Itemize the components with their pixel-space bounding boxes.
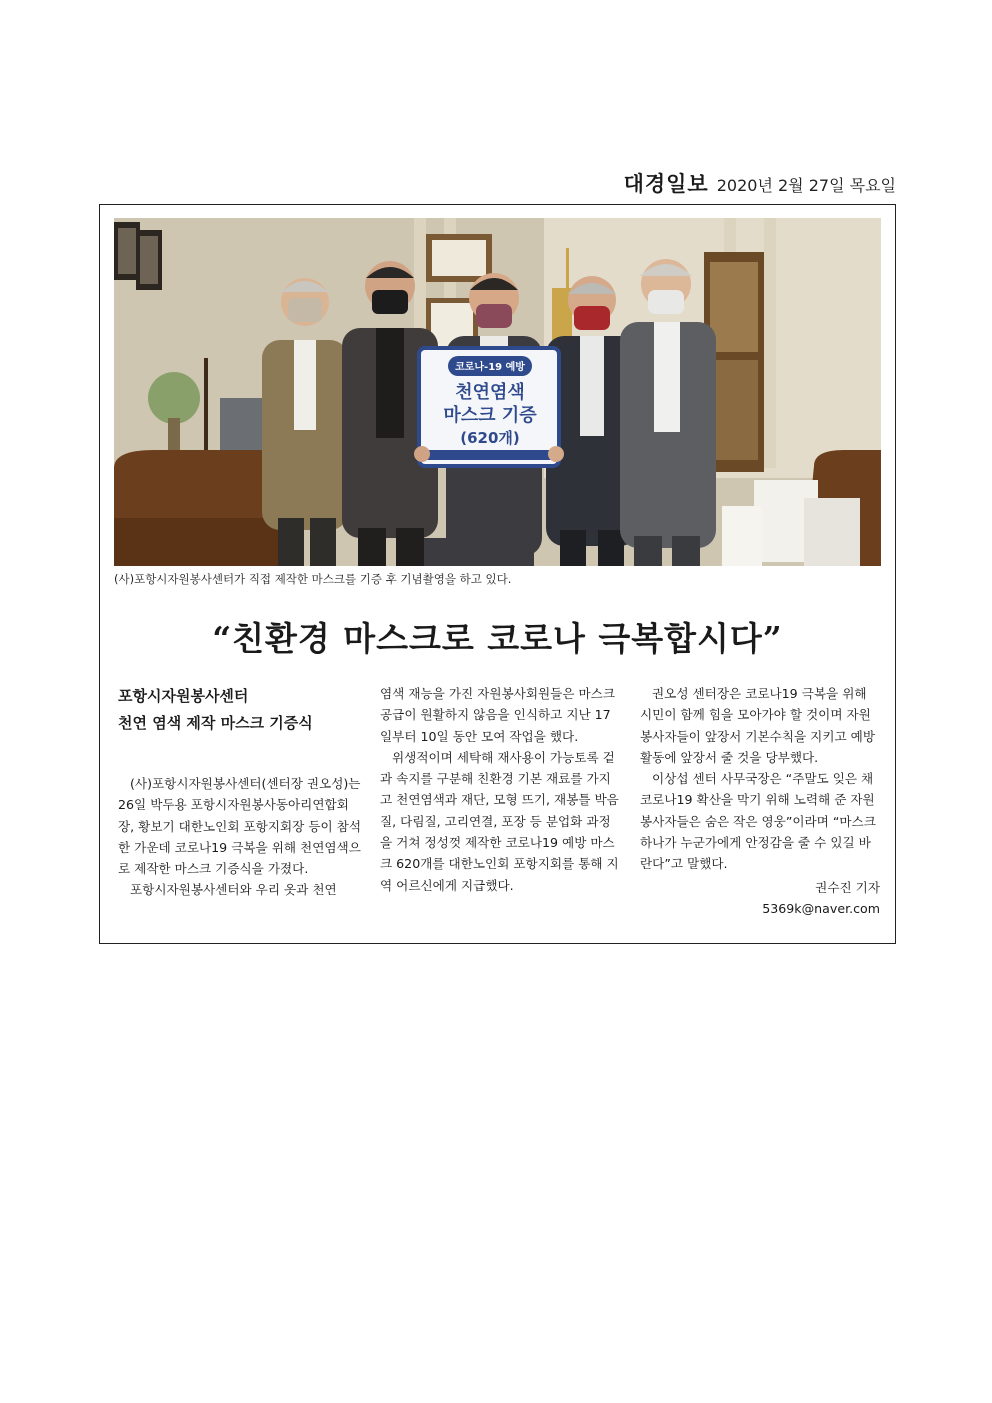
- article-clipping: [99, 204, 896, 944]
- headline: “친환경 마스크로 코로나 극복합시다”: [212, 619, 783, 658]
- paragraph: 이상섭 센터 사무국장은 “주말도 잊은 채 코로나19 확산을 막기 위해 노력해 준 자원봉사자들은 숨은 작은 영웅”이라며 “마스크 하나가 누군가에게 안정감을 줄 수 있길 바란다”고 말했다.: [640, 771, 876, 872]
- publication-date: 2020년 2월 27일 목요일: [716, 176, 896, 195]
- subheadline-line1: 포항시자원봉사센터: [118, 687, 249, 705]
- paragraph: 위생적이며 세탁해 재사용이 가능토록 겉과 속지를 구분해 친환경 기본 재료를 가지고 천연염색과 재단, 모형 뜨기, 재봉틀 박음질, 다림질, 고리연결, 포장 등 분업화 과정을 거쳐 정성껏 제작한 코로나19 예방 마스크 620개를 대한노인회 포항지회를 통해 지역 어르신에게 지급했다.: [380, 749, 619, 893]
- article-photo: [114, 218, 881, 566]
- article-column-1: [118, 683, 361, 901]
- reporter-email: 5369k@naver.com: [762, 900, 880, 916]
- paragraph: 포항시자원봉사센터와 우리 옷과 천연: [130, 882, 337, 898]
- article-column-2: [380, 683, 620, 896]
- photo-caption: (사)포항시자원봉사센터가 직접 제작한 마스크를 기증 후 기념촬영을 하고 있다.: [114, 572, 512, 586]
- sign-text-line2: 천연염색: [455, 382, 525, 403]
- sign-text-line4: (620개): [460, 429, 520, 447]
- reporter-byline: 권수진 기자: [815, 879, 880, 895]
- paragraph: 권오성 센터장은 코로나19 극복을 위해 시민이 함께 힘을 모아가야 할 것이며 자원봉사자들이 앞장서 기본수칙을 지키고 예방활동에 앞장서 줄 것을 당부했다.: [640, 686, 875, 765]
- subheadline-line2: 천연 염색 제작 마스크 기증식: [118, 714, 313, 732]
- subheadline: [118, 683, 361, 737]
- sign-text-line1: 코로나-19 예방: [455, 362, 525, 373]
- newspaper-name: 대경일보: [623, 172, 709, 196]
- sign-text-line3: 마스크 기증: [443, 405, 537, 426]
- paragraph: 염색 재능을 가진 자원봉사회원들은 마스크 공급이 원활하지 않음을 인식하고 지난 17일부터 10일 동안 모여 작업을 했다.: [380, 686, 615, 744]
- article-column-3: [640, 683, 880, 919]
- paragraph: (사)포항시자원봉사센터(센터장 권오성)는 26일 박두용 포항시자원봉사동아리연합회장, 황보기 대한노인회 포항지회장 등이 참석한 가운데 코로나19 극복을 위해 천연염색으로 제작한 마스크 기증식을 가졌다.: [118, 776, 361, 877]
- masthead: [624, 168, 896, 196]
